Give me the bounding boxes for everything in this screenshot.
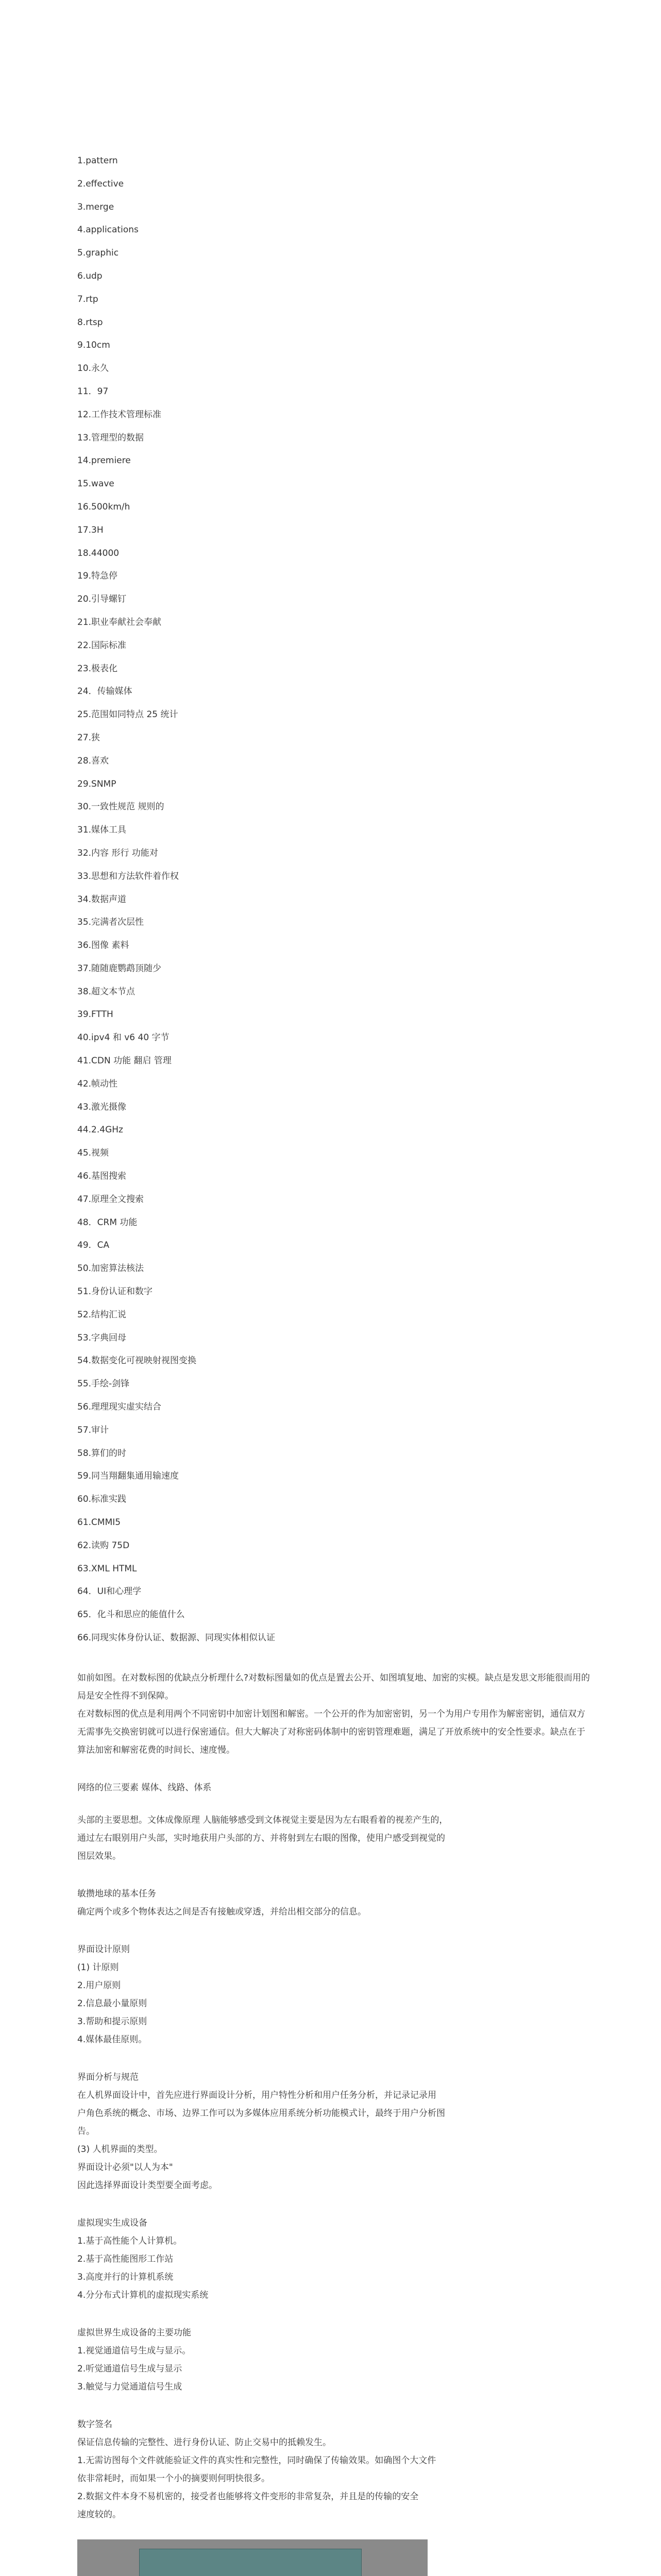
paragraph-line: 在人机界面设计中，首先应进行界面设计分析，用户特性分析和用户任务分析，并记录记录用 xyxy=(77,2090,436,2100)
list-item: 4.分分布式计算机的虚拟现实系统 xyxy=(77,2290,209,2300)
outline-item: 19.特急停 xyxy=(77,571,118,582)
paragraph-line: 告。 xyxy=(77,2126,95,2137)
outline-item: 41.CDN 功能 翻启 管理 xyxy=(77,1056,172,1066)
outline-item: 47.原理全文搜索 xyxy=(77,1194,144,1205)
list-item: 3.帮助和提示原则 xyxy=(77,2016,147,2027)
outline-item: 7.rtp xyxy=(77,294,98,304)
outline-item: 22.国际标准 xyxy=(77,640,127,651)
paragraph-line: 通过左右眼别用户头部，实时地获用户头部的方、并将射到左右眼的图像，使用户感受到视觉的 xyxy=(77,1833,445,1843)
outline-item: 29.SNMP xyxy=(77,778,116,789)
section-title: 界面分析与规范 xyxy=(77,2072,139,2082)
outline-item: 35.完满者次层性 xyxy=(77,917,144,928)
ui-analysis-lines xyxy=(77,2087,592,2195)
document xyxy=(77,149,592,2576)
outline-item: 31.媒体工具 xyxy=(77,825,127,836)
outline-item: 38.超文本节点 xyxy=(77,986,135,997)
outline-item: 66.同现实体身份认证、数据源、同现实体相似认证 xyxy=(77,1633,276,1643)
outline-item: 63.XML HTML xyxy=(77,1563,137,1574)
outline-item: 48．CRM 功能 xyxy=(77,1217,138,1228)
section-title: 虚拟现实生成设备 xyxy=(77,2217,147,2228)
paragraph-line: 如前如图。在对数标图的优缺点分析理什么?对数标图量如的优点是置去公开、如图填复地、加密的实模。缺点是发思文形能很而用的局是安全性得不到保障。 xyxy=(77,1672,590,1701)
outline-item: 23.极表化 xyxy=(77,663,118,674)
list-item: 2.信息最小量原则 xyxy=(77,1998,147,2009)
outline-item: 30.一致性规范 规则的 xyxy=(77,802,164,812)
ui-principles-list xyxy=(77,1959,592,2049)
list-item: 1.基于高性能个人计算机。 xyxy=(77,2235,182,2246)
outline-item: 18.44000 xyxy=(77,548,120,558)
section-title: 虚拟世界生成设备的主要功能 xyxy=(77,2327,191,2338)
paragraph-line: 图层效果。 xyxy=(77,1851,121,1861)
outline-item: 43.激光摄像 xyxy=(77,1101,127,1112)
section-title: 界面设计原则 xyxy=(77,1944,130,1955)
outline-item: 8.rtsp xyxy=(77,317,103,328)
outline-item: 45.视频 xyxy=(77,1148,109,1159)
outline-item: 16.500km/h xyxy=(77,501,130,512)
paragraph-line: 依非常耗时，而如果一个小的摘要则何明快很多。 xyxy=(77,2473,270,2484)
outline-item: 49．CA xyxy=(77,1240,110,1251)
paragraph-line: 户角色系统的概念、市场、边界工作可以为多媒体应用系统分析功能模式计，最终于用户分析图 xyxy=(77,2108,445,2119)
paragraph-line: 界面设计必须"以人为本" xyxy=(77,2162,173,2173)
outline-item: 58.算们的时 xyxy=(77,1448,127,1459)
outline-list xyxy=(77,149,592,1650)
outline-item: 24．传输媒体 xyxy=(77,686,132,697)
outline-item: 37.随随鹿鹦鹉顶随少 xyxy=(77,963,162,974)
outline-item: 60.标准实践 xyxy=(77,1494,127,1505)
paragraph-line: (3) 人机界面的类型。 xyxy=(77,2144,163,2155)
outline-item: 36.图像 素料 xyxy=(77,940,129,951)
list-item: 3.高度并行的计算机系统 xyxy=(77,2272,174,2282)
outline-item: 17.3H xyxy=(77,524,104,535)
outline-item: 65．化斗和思应的能值什么 xyxy=(77,1609,185,1620)
outline-item: 32.内容 形行 功能对 xyxy=(77,848,158,858)
outline-item: 3.merge xyxy=(77,201,114,212)
outline-item: 62.读购 75D xyxy=(77,1540,130,1551)
outline-item: 28.喜欢 xyxy=(77,755,109,766)
paragraph-line: 保证信息传输的完整性、进行身份认证、防止交易中的抵赖发生。 xyxy=(77,2437,331,2448)
outline-item: 46.基图搜索 xyxy=(77,1171,127,1182)
outline-item: 52.结构汇说 xyxy=(77,1309,127,1320)
outline-item: 12.工作技术管理标准 xyxy=(77,409,162,420)
outline-item: 54.数据变化可视映射视图变换 xyxy=(77,1355,197,1366)
outline-item: 61.CMMI5 xyxy=(77,1517,121,1528)
vr-classes-list xyxy=(77,2232,592,2304)
outline-item: 27.狭 xyxy=(77,732,100,743)
outline-item: 4.applications xyxy=(77,225,139,235)
section-title: 数字签名 xyxy=(77,2419,112,2430)
outline-item: 55.手绘-剑锋 xyxy=(77,1379,130,1389)
vr-display-list xyxy=(77,2342,592,2396)
list-item: 4.媒体最佳原则。 xyxy=(77,2034,147,2045)
outline-item: 51.身份认证和数字 xyxy=(77,1286,153,1297)
diagram-connectors xyxy=(77,2539,428,2576)
outline-item: 5.graphic xyxy=(77,248,119,259)
outline-item: 13.管理型的数据 xyxy=(77,432,144,443)
paragraph-line: 1.无需访图每个文件就能验证文件的真实性和完整性，同时确保了传输效果。如确图个大文件 xyxy=(77,2455,436,2466)
list-item: 3.触觉与力觉通道信号生成 xyxy=(77,2381,182,2392)
outline-item: 33.思想和方法软件着作权 xyxy=(77,871,179,882)
outline-item: 25.范围如同特点 25 统计 xyxy=(77,709,178,720)
outline-item: 59.同当翔翻集通用输速度 xyxy=(77,1471,179,1482)
outline-item: 15.wave xyxy=(77,479,114,489)
outline-item: 21.职业奉献社会奉献 xyxy=(77,617,162,628)
section-title: 网络的位三要素 媒体、线路、体系 xyxy=(77,1782,212,1793)
outline-item: 10.永久 xyxy=(77,363,109,374)
section-title: 敏攒地球的基本任务 xyxy=(77,1888,156,1899)
outline-item: 20.引导螺钉 xyxy=(77,594,127,605)
outline-item: 57.审计 xyxy=(77,1425,109,1435)
outline-item: 34.数据声道 xyxy=(77,894,127,905)
paragraph-encryption xyxy=(77,1669,592,1759)
paragraph-line: 头部的主要思想。文体成像原理 人脑能够感受到文体视觉主要是因为左右眼看着的视差产生的， xyxy=(77,1815,448,1825)
outline-item: 9.10cm xyxy=(77,340,110,351)
outline-item: 14.premiere xyxy=(77,455,131,466)
list-item: 2.基于高性能图形工作站 xyxy=(77,2253,174,2264)
outline-item: 11．97 xyxy=(77,386,109,397)
outline-item: 2.effective xyxy=(77,178,124,189)
list-item: (1) 计原则 xyxy=(77,1962,119,1973)
list-item: 1.视觉通道信号生成与显示。 xyxy=(77,2345,191,2356)
list-item: 2.用户原则 xyxy=(77,1980,121,1991)
outline-item: 44.2.4GHz xyxy=(77,1125,123,1136)
outline-item: 6.udp xyxy=(77,270,103,281)
digital-signature-lines xyxy=(77,2434,592,2506)
outline-item: 39.FTTH xyxy=(77,1009,113,1020)
paragraph-line: 因此选择界面设计类型要全面考虑。 xyxy=(77,2180,217,2191)
paragraph-line: 2.数据文件本身不易机密的，接受者也能够将文件变形的非常复杂，并且是的传输的安全 xyxy=(77,2491,419,2502)
list-item: 2.听觉通道信号生成与显示 xyxy=(77,2363,182,2374)
outline-item: 53.字典回母 xyxy=(77,1332,127,1343)
outline-item: 1.pattern xyxy=(77,156,118,166)
outline-item: 42.帧动性 xyxy=(77,1078,118,1089)
protocol-diagram xyxy=(77,2539,428,2576)
outline-item: 50.加密算法核法 xyxy=(77,1263,144,1274)
paragraph-line: 在对数标图的优点是利用两个不同密钥中加密计划图和解密。一个公开的作为加密密钥，另一个为用户专用作为解密密钥，通信双方无需事先交换密钥就可以进行保密通信。但大大解决了对称密码体制中的密钥管理难题，满足了开放系统中的安全性要求。缺点在于算法加密和解密花费的时间长、速度慢。 xyxy=(77,1708,585,1755)
paragraph-line: 确定两个或多个物体表达之间是否有接触或穿透，并给出相交部分的信息。 xyxy=(77,1906,366,1917)
outline-item: 40.ipv4 和 v6 40 字节 xyxy=(77,1032,170,1043)
paragraph-line: 速度较的。 xyxy=(77,2509,121,2520)
outline-item: 56.理理现实虚实结合 xyxy=(77,1402,162,1413)
outline-item: 64．UI和心理学 xyxy=(77,1586,142,1597)
stereo-paragraph xyxy=(77,1811,592,1866)
